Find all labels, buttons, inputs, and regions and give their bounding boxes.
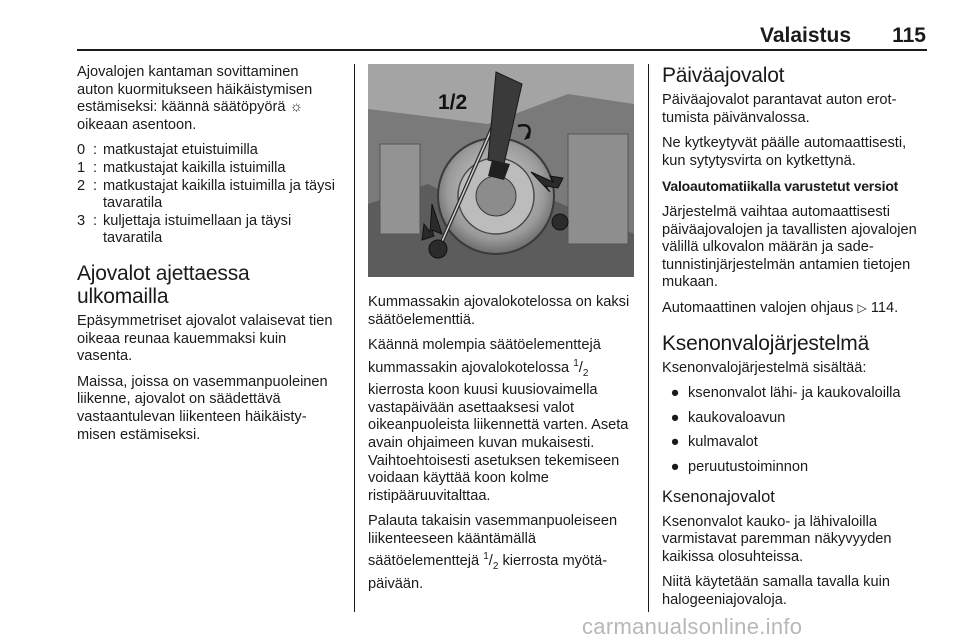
auto-light-reference <box>662 300 930 318</box>
list-item <box>77 160 339 178</box>
load-position-list <box>77 142 339 248</box>
bullet-icon: ● <box>670 409 680 426</box>
list-item <box>662 410 930 428</box>
list-item-text: ksenonvalot lähi- ja kaukovaloilla <box>688 385 901 402</box>
column-divider-right <box>648 64 649 612</box>
fraction-denominator: 2 <box>582 367 589 379</box>
headlight-adjustment-figure <box>368 64 634 277</box>
reference-page[interactable]: 114. <box>870 299 899 316</box>
list-item-text: kaukovaloavun <box>688 409 786 426</box>
position-key: 2 <box>77 177 86 194</box>
column-left <box>77 64 339 452</box>
column-middle <box>368 294 634 601</box>
bullet-icon: ● <box>670 434 680 451</box>
auto-light-paragraph: Järjestelmä vaihtaa automaattisesti päiväajovalojen ja tavallisten ajovalojen välillä ulkovalon määrän ja sadetunnistinjärjestelmän antamien tietojen mukaan. <box>662 203 917 291</box>
section-heading-xenon: Ksenonvalojärjestelmä <box>662 331 870 355</box>
bullet-icon: ● <box>670 458 680 475</box>
section-heading-drl: Päiväajovalot <box>662 64 785 87</box>
adjuster-paragraph-1: Kummassakin ajovalokotelossa on kaksi säätöelementtiä. <box>368 294 630 328</box>
subsection-heading-xenon-lights: Ksenonajovalot <box>662 487 775 506</box>
position-key: 3 <box>77 212 86 229</box>
xenon-intro: Ksenonvalojärjestelmä sisältää: <box>662 359 867 376</box>
colon: : <box>93 159 98 176</box>
list-item <box>662 385 930 403</box>
position-text: kuljettaja istuimellaan ja täysi tavaratila <box>103 212 292 247</box>
text-run: Käännä molempia säätöelementtejä kummassakin ajovalokotelossa <box>368 337 601 376</box>
watermark: carmanualsonline.info <box>582 614 803 639</box>
adjuster-paragraph-3: Palauta takaisin vasemmanpuoleiseen liikenteeseen kääntämällä säätöelementtejä $^1/_2$ kierrosta myötäpäivään. <box>368 513 618 592</box>
colon: : <box>93 177 98 194</box>
column-right <box>662 64 930 617</box>
position-text: matkustajat kaikilla istuimilla <box>103 159 286 176</box>
header-rule <box>77 49 927 51</box>
reference-text: Automaattinen valojen ohjaus <box>662 299 854 316</box>
adjuster-paragraph-2: Käännä molempia säätöelementtejä kummassakin ajovalokotelossa $^1/_2$ kierrosta koon kuusi kuusiovaimella vastapäivään asettaaksesi valot oikeanpuoleista liikennettä varten. Aseta avain ohjaimeen kuvan mukaisesti. Vaihtoehtoisesti asetuksen tekemiseen voidaan käyttää koon kolme ristipääruuvitalttaa. <box>368 337 629 504</box>
colon: : <box>93 212 98 229</box>
list-item <box>662 434 930 452</box>
text-run: kierrosta myötäpäivään. <box>368 553 608 592</box>
position-key: 0 <box>77 142 86 159</box>
list-item <box>77 213 339 248</box>
drl-paragraph-1: Päiväajovalot parantavat auton erottumista päivänvalossa. <box>662 92 897 126</box>
xenon-feature-list <box>662 385 930 476</box>
colon: : <box>93 142 98 159</box>
headlight-range-intro: Ajovalojen kantaman sovittaminen auton kuormitukseen häikäistymisen estämiseksi: käännä säätöpyörä ☼ oikeaan asentoon. <box>77 64 313 133</box>
text-run: kierrosta koon kuusi kuusiovaimella vastapäivään asettaaksesi valot oikeanpuoleista liikennettä varten. Aseta avain ohjaimeen kuvan mukaisesti. Vaihtoehtoisesti asetuksen tekemiseen voidaan käyttää koon kolme ristipääruuvitalttaa. <box>368 382 629 504</box>
position-text: matkustajat etuistuimilla <box>103 142 258 159</box>
bullet-icon: ● <box>670 385 680 402</box>
rotation-label: 1/2 <box>438 91 468 114</box>
list-item-text: peruutustoiminnon <box>688 458 809 475</box>
fraction-numerator: 1 <box>573 357 579 369</box>
fraction-numerator: 1 <box>483 551 489 563</box>
arrow-right-icon: ▷ <box>857 300 867 315</box>
auto-light-heading: Valoautomatiikalla varustetut versiot <box>662 178 899 195</box>
list-item <box>662 459 930 477</box>
running-header-title: Valaistus <box>760 24 852 47</box>
drl-paragraph-2: Ne kytkeytyvät päälle automaattisesti, kun sytytysvirta on kytkettynä. <box>662 135 907 169</box>
column-divider-left <box>354 64 355 612</box>
page-number: 115 <box>892 24 926 47</box>
list-item <box>77 142 339 160</box>
section-heading-abroad: Ajovalot ajettaessa ulkomailla <box>77 261 250 308</box>
text-run: Palauta takaisin vasemmanpuoleiseen liikenteeseen kääntämällä säätöelementtejä <box>368 513 618 570</box>
abroad-paragraph-1: Epäsymmetriset ajovalot valaisevat tien oikeaa reunaa kauemmaksi kuin vasenta. <box>77 312 333 365</box>
position-text: matkustajat kaikilla istuimilla ja täysi tavaratila <box>103 177 335 212</box>
list-item <box>77 178 339 213</box>
fraction-denominator: 2 <box>492 561 499 573</box>
xenon-lights-paragraph-2: Niitä käytetään samalla tavalla kuin halogeeniajovaloja. <box>662 574 890 608</box>
abroad-paragraph-2: Maissa, joissa on vasemmanpuoleinen liikenne, ajovalot on säädettävä vastaantulevan liikenteen häikäistymisen estämiseksi. <box>77 373 328 443</box>
xenon-lights-paragraph-1: Ksenonvalot kauko- ja lähivaloilla varmistavat paremman näkyvyyden kaikissa olosuhteissa. <box>662 513 892 565</box>
headlight-illustration <box>368 64 634 277</box>
list-item-text: kulmavalot <box>688 434 758 451</box>
position-key: 1 <box>77 159 86 176</box>
